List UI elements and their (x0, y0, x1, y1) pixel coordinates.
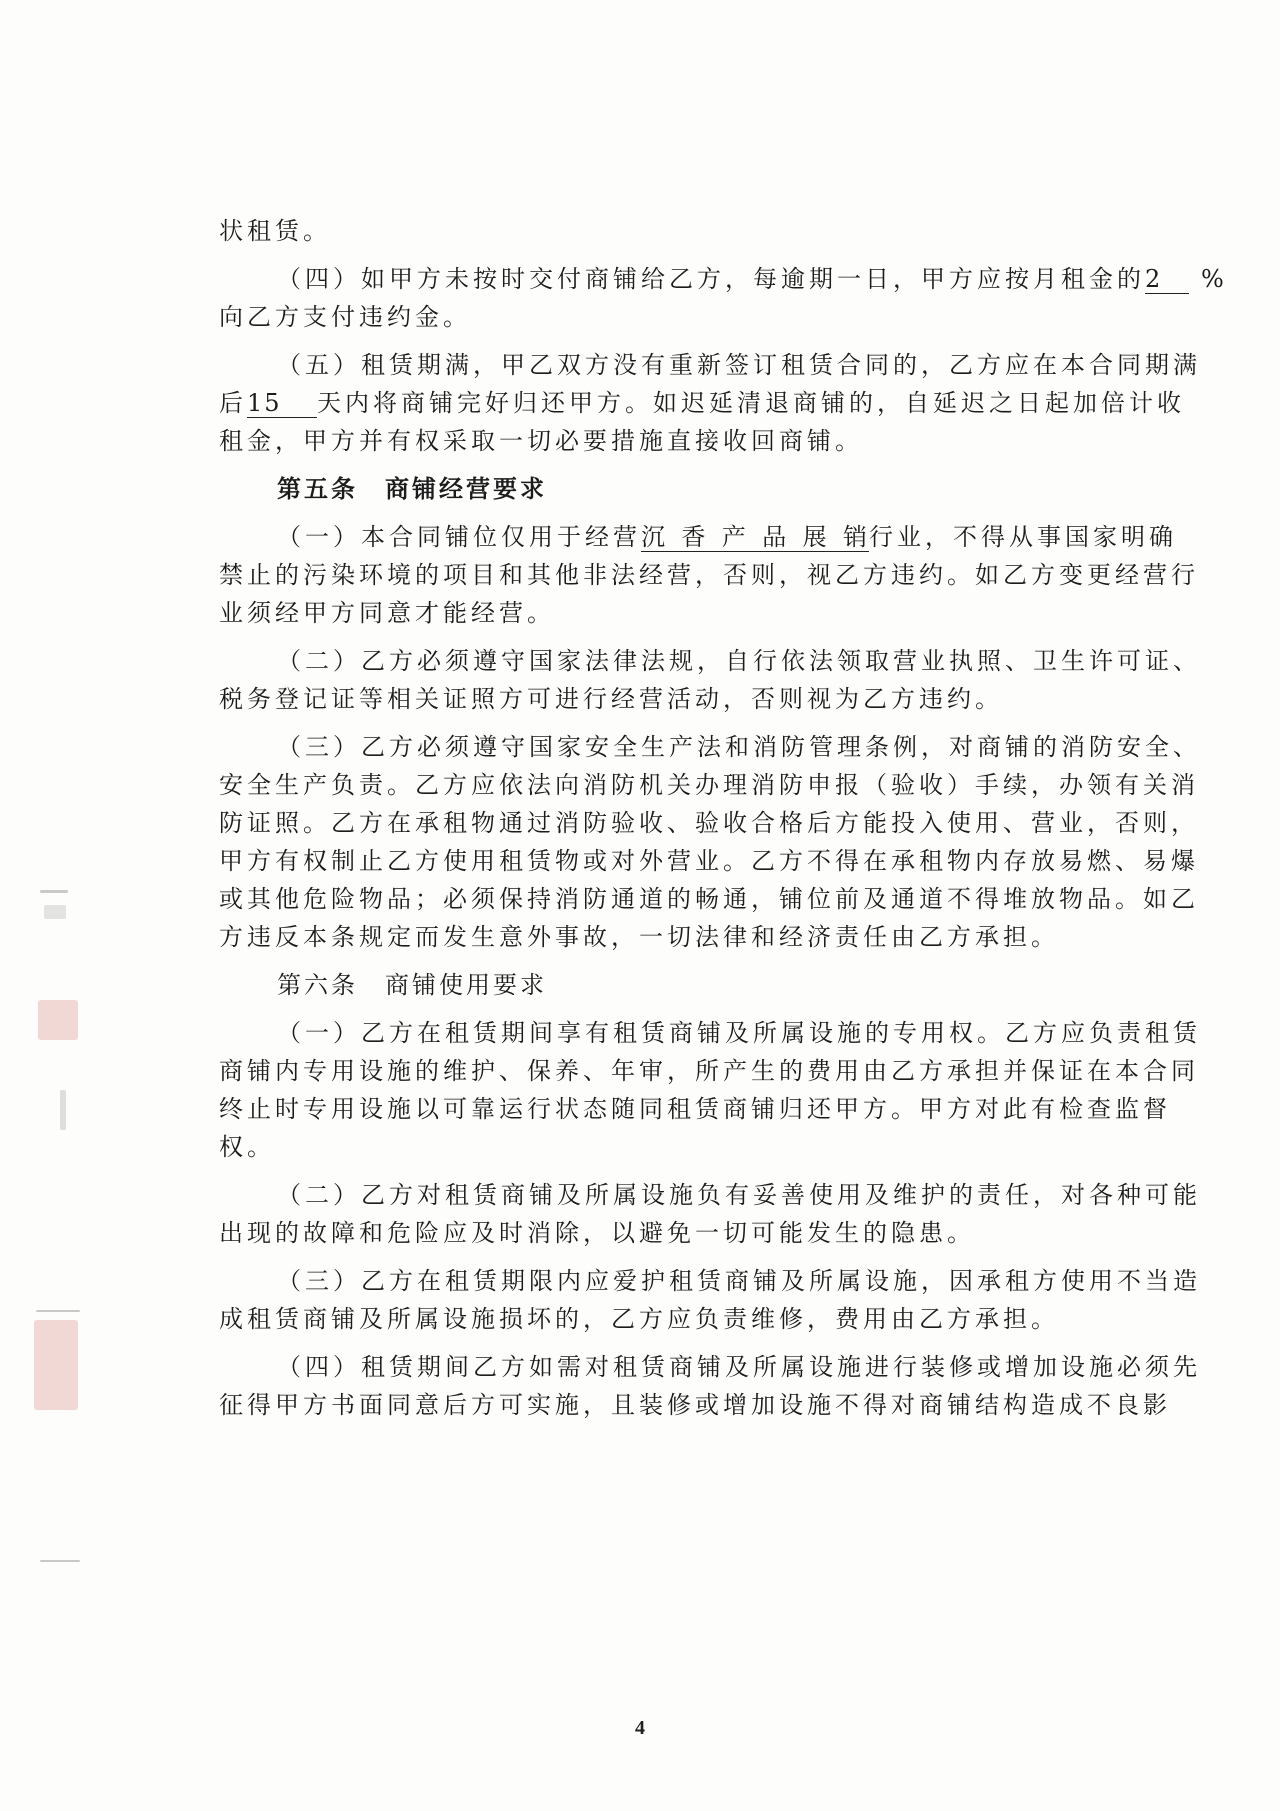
text-line: 向乙方支付违约金。 (219, 303, 471, 331)
text-line: 租金，甲方并有权采取一切必要措施直接收回商铺。 (219, 427, 863, 455)
paragraph-clause-4-5 (219, 346, 1201, 460)
scan-artifact (36, 1310, 80, 1312)
text-line: （三）乙方必须遵守国家安全生产法和消防管理条例，对商铺的消防安全、 (277, 733, 1201, 761)
page-number: 4 (635, 1717, 645, 1739)
seal-bleed-mark (34, 1320, 78, 1410)
scan-artifact (40, 1560, 80, 1562)
text-line (219, 260, 1228, 298)
heading-article-6-wrap (219, 966, 1113, 1004)
text-line: 出现的故障和危险应及时消除，以避免一切可能发生的隐患。 (219, 1219, 975, 1247)
text-line (219, 518, 1177, 556)
text-line: （三）乙方在租赁期限内应爱护租赁商铺及所属设施，因承租方使用不当造 (277, 1267, 1201, 1295)
text-fragment: 行业，不得从事国家明确 (869, 523, 1177, 551)
text-line: （二）乙方必须遵守国家法律法规，自行依法领取营业执照、卫生许可证、 (277, 647, 1201, 675)
contract-body (219, 212, 1228, 1424)
text-line: 甲方有权制止乙方使用租赁物或对外营业。乙方不得在承租物内存放易燃、易爆 (219, 847, 1199, 875)
text-line: （二）乙方对租赁商铺及所属设施负有妥善使用及维护的责任，对各种可能 (277, 1181, 1201, 1209)
business-scope-blank: 沉香产品展销 (641, 523, 869, 551)
paragraph-clause-6-4 (219, 1348, 1201, 1424)
penalty-rate-blank: 2 (1145, 265, 1189, 294)
scan-artifact (40, 890, 68, 893)
heading-article-5-wrap (219, 470, 1113, 508)
percent-sign: % (1201, 265, 1228, 293)
text-line: 终止时专用设施以可靠运行状态随同租赁商铺归还甲方。甲方对此有检查监督 (219, 1095, 1171, 1123)
text-line: 禁止的污染环境的项目和其他非法经营，否则，视乙方违约。如乙方变更经营行 (219, 561, 1199, 589)
text-fragment: （四）如甲方未按时交付商铺给乙方，每逾期一日，甲方应按月租金的 (277, 265, 1145, 293)
text-line: 业须经甲方同意才能经营。 (219, 599, 555, 627)
text-line: 或其他危险物品；必须保持消防通道的畅通，铺位前及通道不得堆放物品。如乙 (219, 885, 1199, 913)
paragraph-clause-5-2 (219, 642, 1201, 718)
paragraph-clause-4-3-tail (219, 212, 1113, 250)
article-5-heading: 第五条 商铺经营要求 (277, 475, 547, 503)
paragraph-clause-6-3 (219, 1262, 1201, 1338)
paragraph-clause-4-4 (219, 260, 1228, 336)
text-fragment: 后 (219, 389, 247, 417)
text-fragment: 天内将商铺完好归还甲方。如迟延清退商铺的，自延迟之日起加倍计收 (317, 389, 1185, 417)
text-line: 税务登记证等相关证照方可进行经营活动，否则视为乙方违约。 (219, 685, 1003, 713)
text-line: 征得甲方书面同意后方可实施，且装修或增加设施不得对商铺结构造成不良影 (219, 1391, 1171, 1419)
return-days-blank: 15 (247, 389, 317, 418)
text-line: 安全生产负责。乙方应依法向消防机关办理消防申报（验收）手续，办领有关消 (219, 771, 1199, 799)
text-line: 权。 (219, 1133, 275, 1161)
paragraph-clause-6-2 (219, 1176, 1201, 1252)
text-line: 状租赁。 (219, 217, 331, 245)
scan-artifact (60, 1090, 66, 1130)
text-fragment: （一）本合同铺位仅用于经营 (277, 523, 641, 551)
seal-bleed-mark (38, 1000, 78, 1040)
text-line: （四）租赁期间乙方如需对租赁商铺及所属设施进行装修或增加设施必须先 (277, 1353, 1201, 1381)
text-line (219, 384, 1185, 422)
text-line: 防证照。乙方在承租物通过消防验收、验收合格后方能投入使用、营业，否则， (219, 809, 1199, 837)
scan-artifact (44, 905, 66, 919)
text-line: （五）租赁期满，甲乙双方没有重新签订租赁合同的，乙方应在本合同期满 (277, 351, 1201, 379)
paragraph-clause-5-3 (219, 728, 1201, 956)
text-line: 成租赁商铺及所属设施损坏的，乙方应负责维修，费用由乙方承担。 (219, 1305, 1059, 1333)
text-line: 商铺内专用设施的维护、保养、年审，所产生的费用由乙方承担并保证在本合同 (219, 1057, 1199, 1085)
paragraph-clause-6-1 (219, 1014, 1201, 1166)
text-line: （一）乙方在租赁期间享有租赁商铺及所属设施的专用权。乙方应负责租赁 (277, 1019, 1201, 1047)
paragraph-clause-5-1 (219, 518, 1199, 632)
text-line: 方违反本条规定而发生意外事故，一切法律和经济责任由乙方承担。 (219, 923, 1059, 951)
article-6-heading: 第六条 商铺使用要求 (277, 971, 547, 999)
